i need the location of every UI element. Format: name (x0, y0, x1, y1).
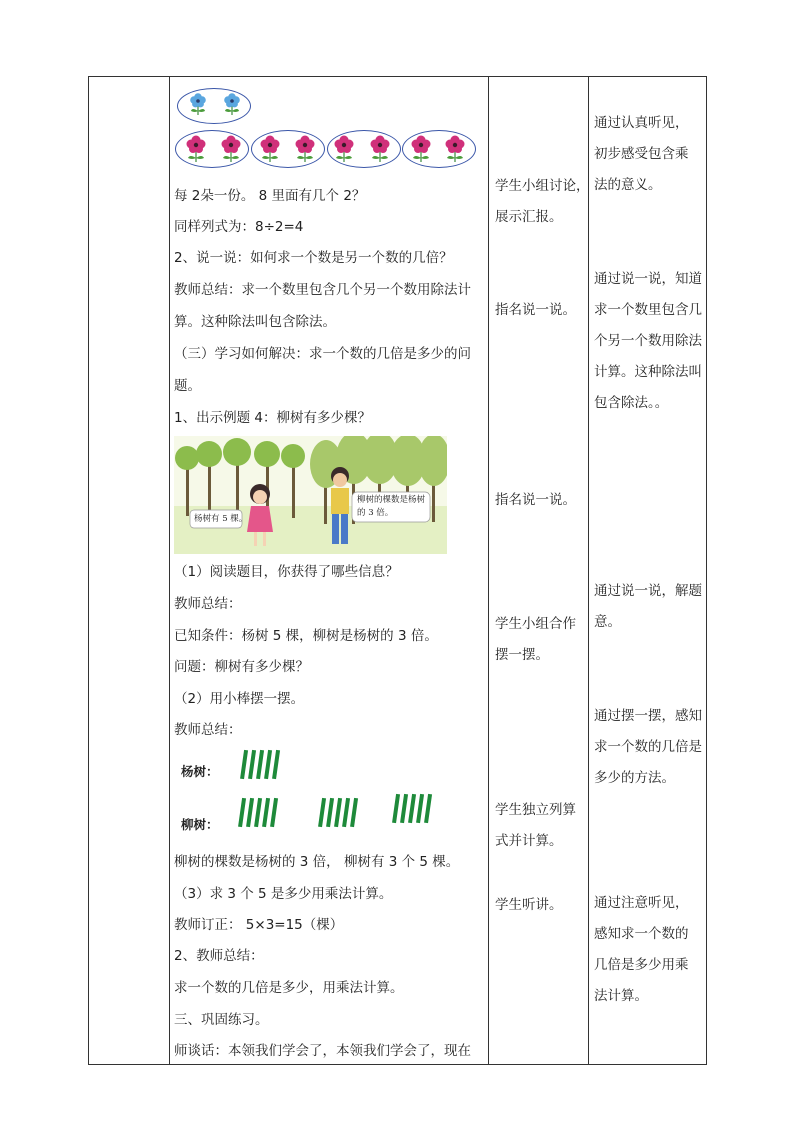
student-activity: 学生小组讨论， (495, 178, 590, 194)
pink-flower (296, 136, 315, 163)
poplar-stick (256, 750, 264, 779)
content-line: （2）用小棒摆一摆。 (174, 691, 305, 707)
content-line: 教师订正： 5×3=15（棵） (174, 917, 344, 933)
content-line: 已知条件：杨树 5 棵，柳树是杨树的 3 倍。 (174, 628, 438, 644)
student-activity: 学生小组合作 (495, 616, 576, 632)
willow-stick (270, 798, 278, 827)
content-line: （3）求 3 个 5 是多少用乘法计算。 (174, 886, 393, 902)
willow-stick (350, 798, 358, 827)
willow-stick (408, 794, 416, 823)
poplar-stick (248, 750, 256, 779)
example-title: 1、出示例题 4：柳树有多少棵？ (174, 410, 371, 426)
content-line: 教师总结： (174, 722, 242, 738)
poplar-label: 杨树： (181, 764, 219, 779)
pink-flower (446, 136, 465, 163)
speech-bubble-girl: 杨树有 5 棵。 (194, 514, 248, 524)
poplar-stick (272, 750, 280, 779)
content-line: 教师总结：求一个数里包含几个另一个数用除法计 (174, 282, 471, 298)
content-line: 求一个数的几倍是多少，用乘法计算。 (174, 980, 404, 996)
speech-bubble-boy: 柳树的棵数是杨树的 3 倍。 (357, 495, 426, 518)
stick-diagram (234, 746, 454, 836)
design-intent: 通过注意听见，感知求一个数的几倍是多少用乘法计算。 (594, 895, 689, 1004)
design-intent: 通过说一说，解题意。 (594, 583, 702, 630)
content-line: 2、说一说：如何求一个数是另一个数的几倍？ (174, 250, 453, 266)
column-divider (588, 77, 589, 1064)
poplar-stick (264, 750, 272, 779)
student-activity: 指名说一说。 (495, 302, 576, 318)
willow-stick (238, 798, 246, 827)
content-line: 问题：柳树有多少棵？ (174, 659, 309, 675)
willow-stick (400, 794, 408, 823)
willow-stick (254, 798, 262, 827)
pink-flower (335, 136, 354, 163)
willow-label: 柳树： (181, 817, 219, 832)
willow-stick (334, 798, 342, 827)
student-activity: 摆一摆。 (495, 647, 549, 663)
content-line: （三）学习如何解决：求一个数的几倍是多少的问 (174, 346, 471, 362)
willow-stick (342, 798, 350, 827)
student-activity: 学生独立列算 (495, 802, 576, 818)
blue-flower (190, 93, 206, 115)
design-intent: 通过认真听见，初步感受包含乘法的意义。 (594, 115, 689, 193)
student-activity: 式并计算。 (495, 833, 563, 849)
willow-stick (246, 798, 254, 827)
content-line: （1）阅读题目，你获得了哪些信息？ (174, 564, 399, 580)
content-line: 每 2朵一份。 8 里面有几个 2？ (174, 188, 366, 204)
poplar-stick (240, 750, 248, 779)
content-line: 教师总结： (174, 596, 242, 612)
design-intent: 通过说一说，知道求一个数里包含几个另一个数用除法计算。这种除法叫包含除法。。 (594, 271, 702, 411)
column-divider (169, 77, 170, 1064)
pink-flower (261, 136, 280, 163)
student-activity: 学生听讲。 (495, 897, 563, 913)
content-line: 师谈话：本领我们学会了，本领我们学会了，现在 (174, 1043, 471, 1059)
content-line: 柳树的棵数是杨树的 3 倍， 柳树有 3 个 5 棵。 (174, 854, 460, 870)
willow-stick (318, 798, 326, 827)
design-intent: 通过摆一摆，感知求一个数的几倍是多少的方法。 (594, 708, 702, 786)
pink-flower (371, 136, 390, 163)
pink-flower (187, 136, 206, 163)
content-line: 题。 (174, 378, 201, 394)
example-illustration (174, 436, 447, 554)
willow-stick (416, 794, 424, 823)
content-line: 同样列式为：8÷2=4 (174, 219, 304, 235)
willow-stick (326, 798, 334, 827)
pink-flower (222, 136, 241, 163)
willow-stick (424, 794, 432, 823)
student-activity: 展示汇报。 (495, 209, 563, 225)
content-line: 2、教师总结： (174, 948, 264, 964)
content-line: 算。这种除法叫包含除法。 (174, 314, 336, 330)
willow-stick (262, 798, 270, 827)
pink-flower (412, 136, 431, 163)
student-activity: 指名说一说。 (495, 492, 576, 508)
column-divider (488, 77, 489, 1064)
willow-stick (392, 794, 400, 823)
content-line: 三、巩固练习。 (174, 1012, 269, 1028)
blue-flower (224, 93, 240, 115)
